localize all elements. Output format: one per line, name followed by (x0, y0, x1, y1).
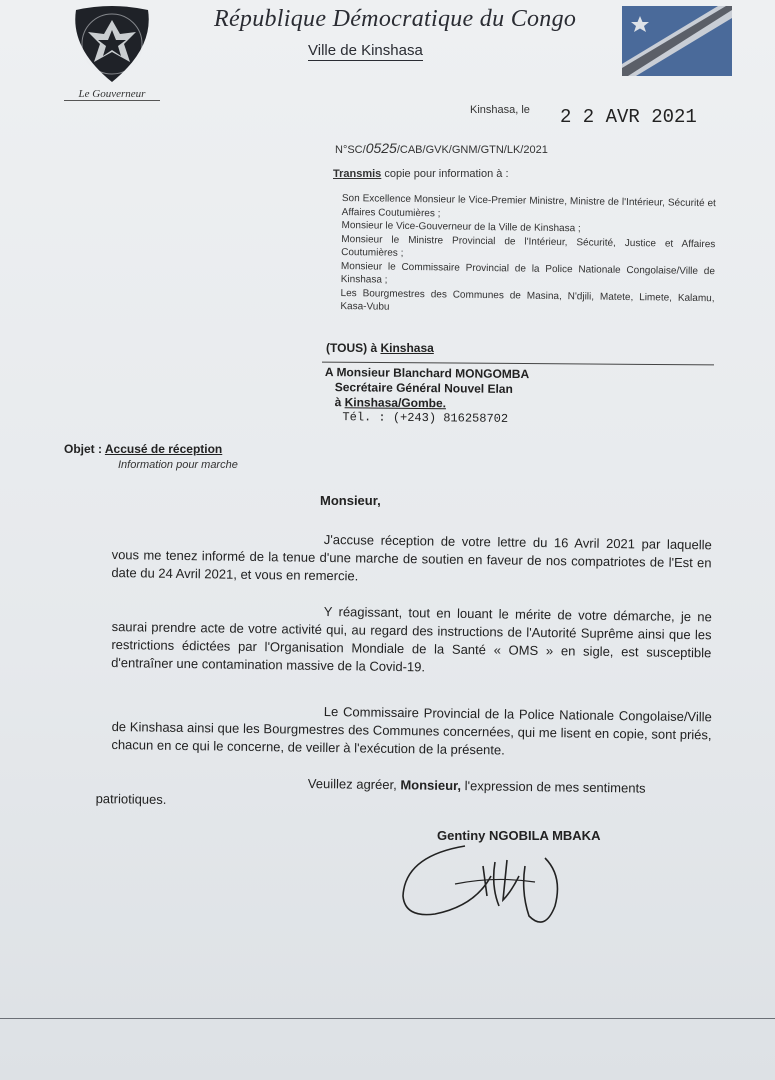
subject-title: Accusé de réception (104, 442, 223, 456)
transmis-text: copie pour information à : (384, 168, 509, 180)
recipient-item: Monsieur le Ministre Provincial de l'Intérieur, Sécurité, Justice et Affaires Coutumières ; (341, 233, 716, 259)
recipient-item: Monsieur le Vice-Gouverneur de la Ville de Kinshasa ; (341, 219, 581, 235)
kinshasa-seal-icon (68, 4, 156, 84)
closing-part2: l'expression de mes sentiments patriotiques. (95, 778, 646, 807)
date-place: Kinshasa, le (470, 104, 530, 116)
handwritten-signature-icon (395, 836, 585, 936)
closing-formula (95, 772, 713, 817)
tous-line (326, 341, 434, 355)
seal-caption: Le Gouverneur (64, 88, 160, 101)
recipient-item: Son Excellence Monsieur le Vice-Premier Ministre, Ministre de l'Intérieur, Sécurité et Affaires Coutumières ; (341, 192, 716, 219)
reference-handwritten-number: 0525 (365, 140, 397, 156)
closing-bold: Monsieur, (400, 777, 462, 794)
body-paragraph (111, 528, 712, 590)
body-paragraph (111, 600, 712, 680)
addressee-place: Kinshasa/Gombe. (344, 395, 447, 411)
recipient-item: Les Bourgmestres des Communes de Masina, N'djili, Matete, Limete, Kalamu, Kasa-Vubu (340, 287, 715, 313)
recipients-list (340, 192, 716, 319)
addressee-name: A Monsieur Blanchard MONGOMBA (324, 365, 530, 382)
subject-subtitle: Information pour marche (118, 459, 238, 471)
subject-line (64, 442, 222, 456)
letterhead-subtitle: Ville de Kinshasa (308, 42, 423, 59)
salutation: Monsieur, (320, 493, 381, 508)
addressee-place-prefix: à (334, 395, 342, 410)
addressee-title: Secrétaire Général Nouvel Elan (334, 380, 513, 396)
paragraph-text: Le Commissaire Provincial de la Police Nationale Congolaise/Ville de Kinshasa ainsi que les Bourgmestres des Communes concernées, qui me lisent en copie, sont priés, chacun en ce qui le concerne, de veiller à l'exécution de la présente. (111, 703, 712, 758)
paragraph-text: J'accuse réception de votre lettre du 16 Avril 2021 par laquelle vous me tenez informé de la tenue d'une marche de soutien en faveur de nos compatriotes de l'Est en date du 24 Avril 2021, et vous en remercie. (111, 531, 712, 584)
addressee-phone: Tél. : (+243) 816258702 (342, 410, 509, 426)
letterhead-title: République Démocratique du Congo (214, 6, 577, 32)
tous-place: Kinshasa (380, 341, 434, 355)
paragraph-text: Y réagissant, tout en louant le mérite de votre démarche, je ne saurai prendre acte de votre activité qui, au regard des instructions de l'Autorité Suprême ainsi que les restrictions édictées par l'Organisation Mondiale de la Santé « OMS » en sigle, est susceptible d'entraîner une contamination massive de la Covid-19. (111, 603, 712, 675)
transmis-line (333, 168, 509, 180)
footer-divider (0, 1018, 775, 1019)
body-paragraph (111, 700, 712, 762)
signer-name: Gentiny NGOBILA MBAKA (437, 828, 601, 843)
tous-prefix: (TOUS) à (326, 341, 378, 355)
addressee-block (324, 365, 529, 427)
recipient-item: Monsieur le Commissaire Provincial de la Police Nationale Congolaise/Ville de Kinshasa ; (340, 260, 716, 286)
closing-part1: Veuillez agréer, (307, 775, 397, 793)
drc-flag-icon (622, 6, 732, 76)
reference-suffix: /CAB/GVK/GNM/GTN/LK/2021 (396, 144, 548, 156)
subject-label: Objet : (64, 442, 102, 456)
reference-prefix: N°SC/ (335, 144, 366, 156)
reference-number (335, 140, 548, 156)
date-stamp: 2 2 AVR 2021 (560, 106, 697, 128)
transmis-label: Transmis (333, 168, 382, 180)
